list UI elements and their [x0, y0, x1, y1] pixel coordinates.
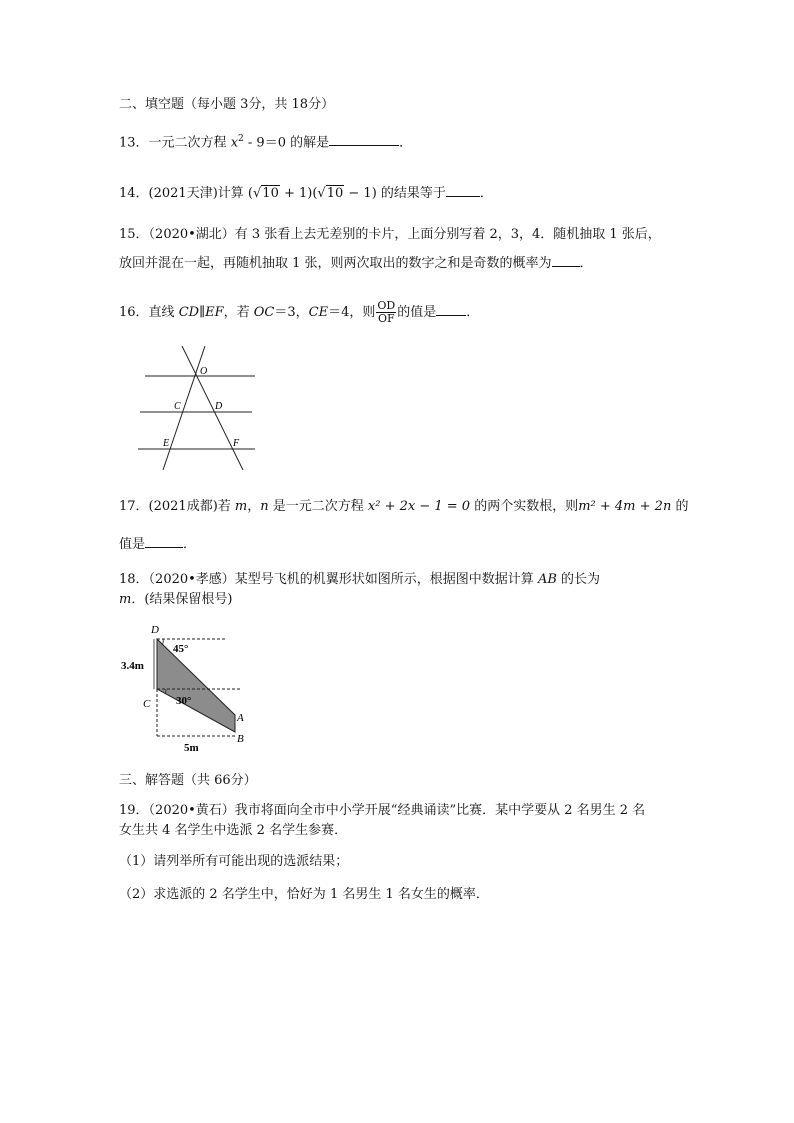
- label-c: C: [143, 698, 151, 710]
- q14-source: (2021天津): [148, 186, 218, 201]
- label-c: C: [174, 401, 181, 412]
- q16-number: 16．: [119, 305, 149, 320]
- q18-line2: [119, 591, 232, 609]
- q16-text-g: ．: [466, 305, 480, 320]
- q19-part2: （2）求选派的 2 名学生中，恰好为 1 名男生 1 名女生的概率．: [119, 887, 489, 902]
- label-a: A: [237, 712, 244, 724]
- q18-line1-text: 18．（2020•孝感）某型号飞机的机翼形状如图所示，根据图中数据计算: [119, 572, 538, 587]
- q16-text-c: ，若: [223, 305, 254, 320]
- q17-text-e: 的: [671, 499, 689, 514]
- q18-ab: AB: [537, 572, 557, 587]
- q18-line2-text: ．(结果保留根号): [131, 592, 233, 607]
- q16-text-d: ＝3，: [274, 305, 309, 320]
- question-13: [119, 130, 412, 152]
- q19-part1: （1）请列举所有可能出现的选派结果；: [119, 854, 349, 869]
- q14-answer-blank[interactable]: [446, 184, 480, 197]
- q16-text-b: ∥: [199, 305, 206, 320]
- wing-shape: [157, 639, 235, 732]
- q14-text-c: − 1) 的结果等于: [344, 186, 446, 201]
- dim-5m: 5m: [184, 742, 199, 754]
- q15-line2: [119, 254, 593, 273]
- q19-line1: 19．（2020•黄石）我市将面向全市中小学开展“经典诵读”比赛．某中学要从 2 名男生 2 名: [119, 803, 646, 818]
- label-d: D: [151, 624, 159, 636]
- q14-text-b: + 1)(: [279, 186, 318, 201]
- question-14: [119, 184, 493, 203]
- q13-number: 13．: [119, 135, 149, 151]
- q16-v2: EF: [205, 305, 224, 320]
- question-17: [119, 498, 688, 516]
- q16-frac-num: OD: [377, 299, 396, 312]
- q17-text-d: 的两个实数根，则: [470, 499, 579, 514]
- angle-arc-45: [162, 639, 163, 645]
- q17-text-c: 是一元二次方程: [268, 499, 368, 514]
- q17-text-a: 若: [217, 499, 235, 514]
- q18-line1: [119, 571, 600, 589]
- q13-text-c: ．: [399, 135, 413, 151]
- q15-answer-blank[interactable]: [552, 254, 580, 267]
- transversal-left: [163, 346, 208, 470]
- q17-answer-blank[interactable]: [145, 535, 183, 548]
- q13-exp: 2: [238, 134, 244, 144]
- section-3-title: 三、解答题（共 66分）: [119, 773, 257, 788]
- q13-text-a: 一元二次方程: [148, 135, 231, 151]
- q16-text-f: 的值是: [397, 305, 437, 320]
- angle-45-label: 45°: [173, 643, 189, 655]
- sqrt-sign: √: [253, 186, 262, 201]
- q14-sqrt-b: 10: [326, 186, 344, 201]
- q17-expression: m² + 4m + 2n: [578, 499, 672, 514]
- q16-v1: CD: [178, 305, 200, 320]
- q13-var: x: [230, 135, 239, 151]
- q15-line1: 15．（2020•湖北）有 3 张看上去无差别的卡片，上面分别写着 2，3，4．随机抽取 1 张后，: [119, 227, 661, 242]
- q14-text-a: 计算 (: [217, 186, 253, 201]
- q18-unit-m: m: [119, 592, 132, 607]
- q15-line2-end: ．: [579, 256, 593, 271]
- q14-number: 14．: [119, 186, 149, 201]
- label-o: O: [200, 366, 208, 377]
- label-e: E: [163, 438, 170, 449]
- q14-sqrt-a: 10: [262, 186, 279, 201]
- q16-frac-den: OF: [377, 312, 395, 325]
- q18-figure: [118, 618, 258, 758]
- q18-line1-end: 的长为: [556, 572, 601, 587]
- q17-line2-text: 值是: [119, 537, 146, 552]
- q17-var-n: n: [260, 499, 269, 514]
- label-b: B: [237, 733, 244, 745]
- q16-text-e: ＝4，则: [328, 305, 376, 320]
- q16-text-a: 直线: [148, 305, 179, 320]
- section-2-title: 二、填空题（每小题 3分，共 18分）: [119, 97, 335, 112]
- q16-fraction: [376, 300, 396, 325]
- q19-line2: 女生共 4 名学生中选派 2 名学生参赛．: [119, 823, 348, 838]
- q17-number: 17．: [119, 499, 149, 514]
- q16-v3: OC: [253, 305, 275, 320]
- transversal-right: [182, 346, 243, 470]
- q17-var-m: m: [234, 499, 248, 514]
- question-16: [119, 300, 479, 325]
- q17-line2: [119, 535, 196, 554]
- sqrt-sign: √: [317, 186, 326, 201]
- q13-answer-blank[interactable]: [329, 133, 399, 146]
- dim-3-4m: 3.4m: [121, 660, 144, 672]
- q17-equation: x² + 2x − 1 = 0: [367, 499, 471, 514]
- angle-30-label: 30°: [176, 695, 192, 707]
- q15-line2-text: 放回并混在一起，再随机抽取 1 张，则两次取出的数字之和是奇数的概率为: [119, 256, 552, 271]
- q16-answer-blank[interactable]: [436, 303, 466, 316]
- q13-text-b: - 9＝0 的解是: [243, 135, 330, 151]
- q17-line2-end: ．: [183, 537, 197, 552]
- q16-figure: [130, 342, 260, 472]
- label-d: D: [215, 401, 223, 412]
- q16-v4: CE: [308, 305, 329, 320]
- label-f: F: [233, 438, 240, 449]
- q17-source: (2021成都): [148, 499, 218, 514]
- q14-text-d: ．: [479, 186, 493, 201]
- q17-text-b: ，: [247, 499, 261, 514]
